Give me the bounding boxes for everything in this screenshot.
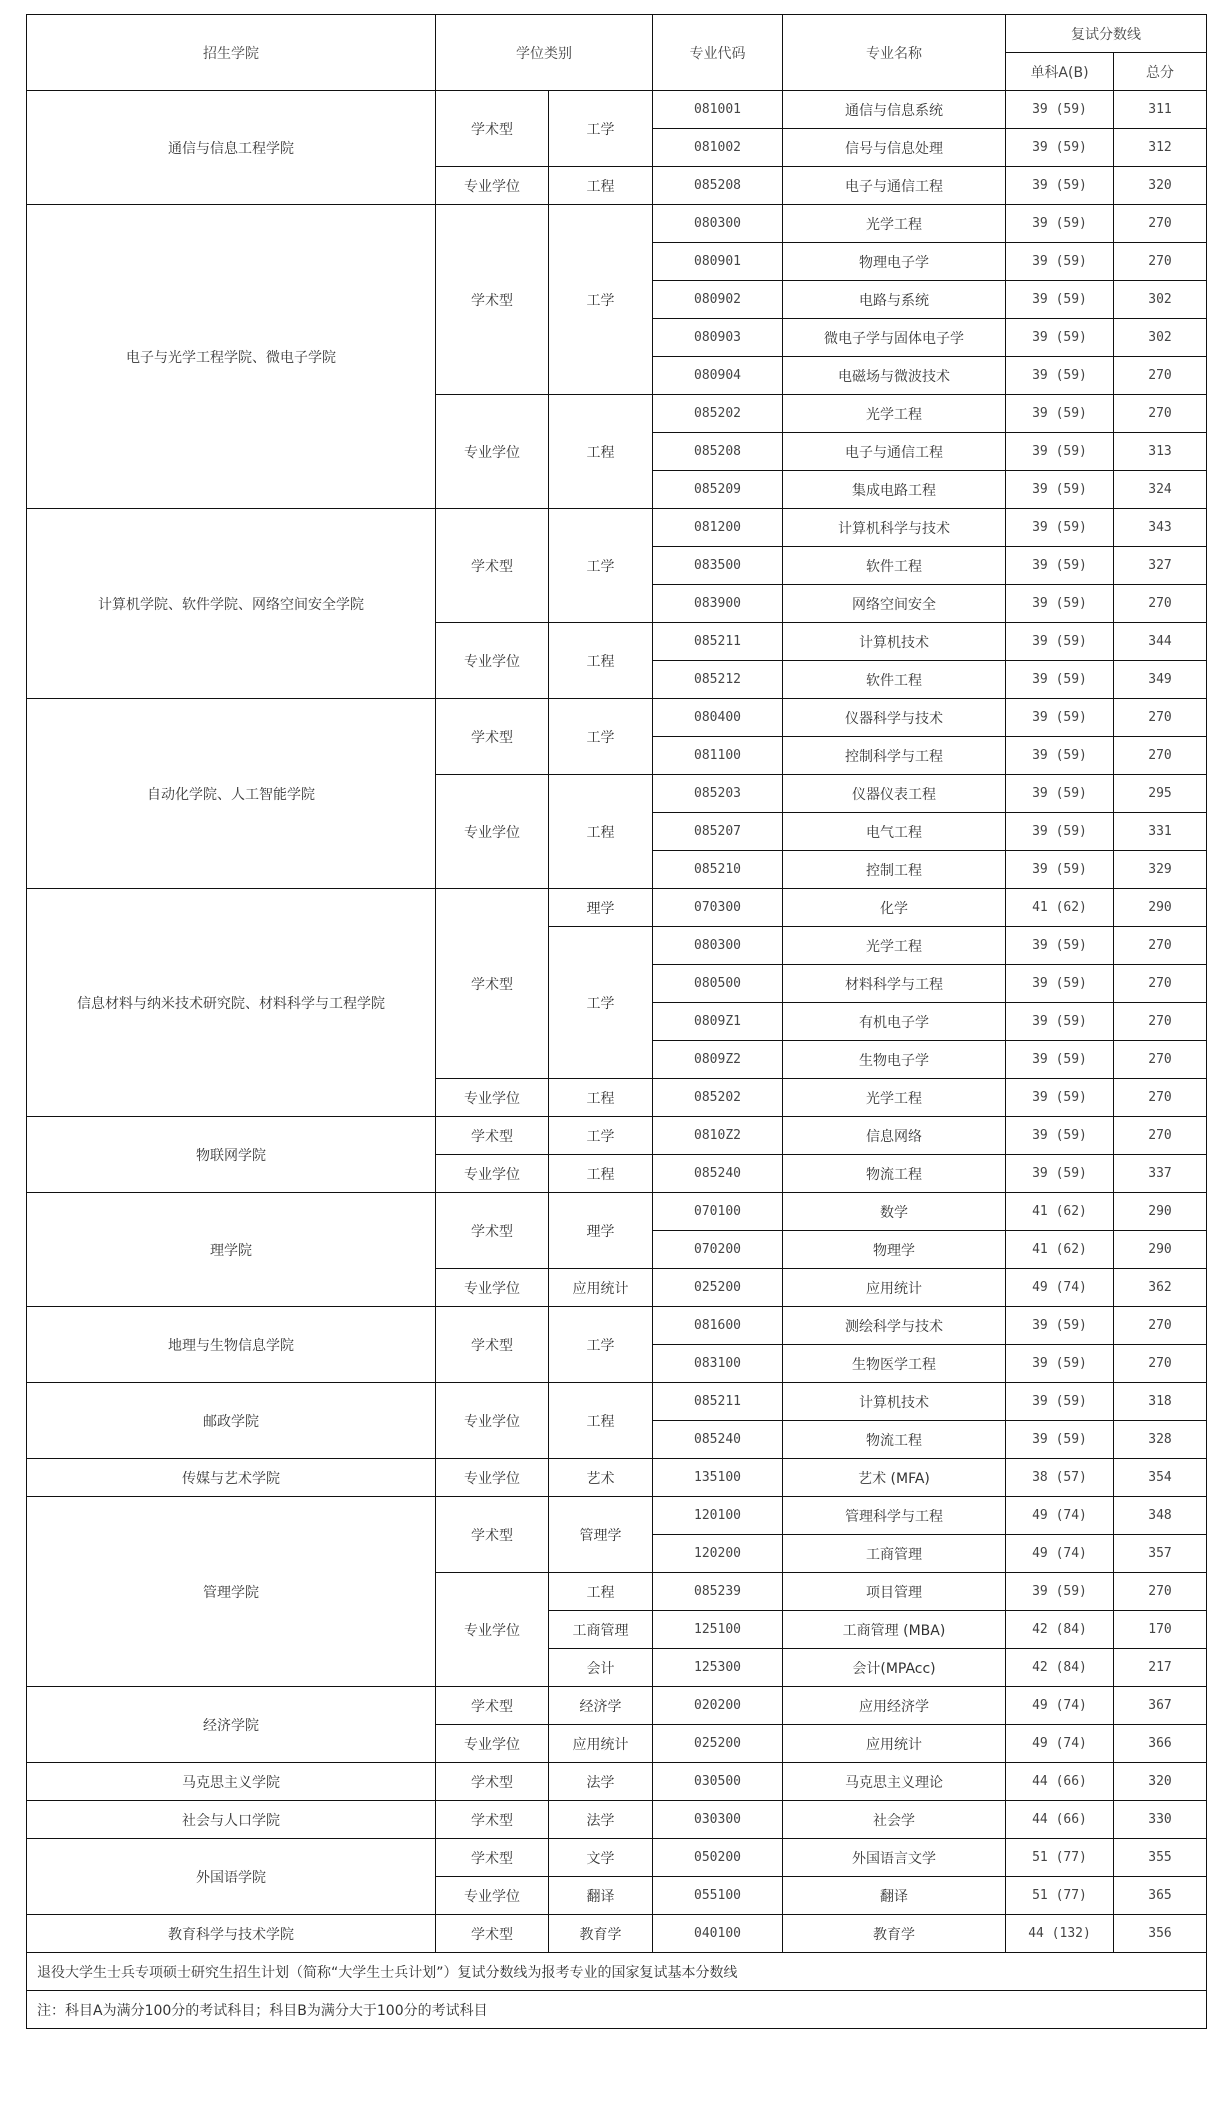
- major-code: 085239: [653, 1573, 783, 1611]
- total-score: 270: [1114, 737, 1207, 775]
- single-subject-score: 41 (62): [1006, 1231, 1114, 1269]
- major-code: 135100: [653, 1459, 783, 1497]
- major-code: 085208: [653, 167, 783, 205]
- single-subject-score: 39 (59): [1006, 661, 1114, 699]
- single-subject-score: 39 (59): [1006, 1041, 1114, 1079]
- total-score: 270: [1114, 699, 1207, 737]
- major-code: 040100: [653, 1915, 783, 1953]
- total-score: 330: [1114, 1801, 1207, 1839]
- table-row: [27, 889, 1207, 927]
- major-code: 070200: [653, 1231, 783, 1269]
- degree-type: 学术型: [436, 205, 549, 395]
- total-score: 337: [1114, 1155, 1207, 1193]
- discipline: 工学: [549, 91, 653, 167]
- single-subject-score: 39 (59): [1006, 1383, 1114, 1421]
- single-subject-score: 49 (74): [1006, 1687, 1114, 1725]
- note-text: 退役大学生士兵专项硕士研究生招生计划（简称“大学生士兵计划”）复试分数线为报考专业的国家复试基本分数线: [27, 1953, 1207, 1991]
- total-score: 290: [1114, 1231, 1207, 1269]
- major-code: 080300: [653, 927, 783, 965]
- major-name: 测绘科学与技术: [783, 1307, 1006, 1345]
- major-code: 085203: [653, 775, 783, 813]
- major-code: 085211: [653, 1383, 783, 1421]
- major-code: 085209: [653, 471, 783, 509]
- single-subject-score: 39 (59): [1006, 1573, 1114, 1611]
- degree-type: 专业学位: [436, 1155, 549, 1193]
- discipline: 应用统计: [549, 1269, 653, 1307]
- discipline: 理学: [549, 889, 653, 927]
- major-code: 025200: [653, 1725, 783, 1763]
- major-name: 信息网络: [783, 1117, 1006, 1155]
- total-score: 270: [1114, 1003, 1207, 1041]
- total-score: 270: [1114, 1117, 1207, 1155]
- single-subject-score: 39 (59): [1006, 281, 1114, 319]
- major-code: 085210: [653, 851, 783, 889]
- major-name: 生物电子学: [783, 1041, 1006, 1079]
- total-score: 354: [1114, 1459, 1207, 1497]
- table-row: [27, 509, 1207, 547]
- single-subject-score: 39 (59): [1006, 1421, 1114, 1459]
- major-name: 计算机技术: [783, 1383, 1006, 1421]
- single-subject-score: 39 (59): [1006, 509, 1114, 547]
- degree-type: 专业学位: [436, 775, 549, 889]
- total-score: 302: [1114, 319, 1207, 357]
- single-subject-score: 39 (59): [1006, 1345, 1114, 1383]
- degree-type: 专业学位: [436, 623, 549, 699]
- total-score: 270: [1114, 357, 1207, 395]
- major-code: 085211: [653, 623, 783, 661]
- major-name: 电子与通信工程: [783, 167, 1006, 205]
- college-name: 信息材料与纳米技术研究院、材料科学与工程学院: [27, 889, 436, 1117]
- major-code: 120100: [653, 1497, 783, 1535]
- single-subject-score: 42 (84): [1006, 1611, 1114, 1649]
- degree-type: 专业学位: [436, 1877, 549, 1915]
- header-single-subject: 单科A(B): [1006, 53, 1114, 91]
- single-subject-score: 39 (59): [1006, 1079, 1114, 1117]
- degree-type: 学术型: [436, 1801, 549, 1839]
- college-name: 自动化学院、人工智能学院: [27, 699, 436, 889]
- major-code: 083100: [653, 1345, 783, 1383]
- note-row: [27, 1953, 1207, 1991]
- total-score: 349: [1114, 661, 1207, 699]
- total-score: 320: [1114, 1763, 1207, 1801]
- discipline: 管理学: [549, 1497, 653, 1573]
- major-name: 电子与通信工程: [783, 433, 1006, 471]
- table-row: [27, 1801, 1207, 1839]
- major-code: 030500: [653, 1763, 783, 1801]
- college-name: 传媒与艺术学院: [27, 1459, 436, 1497]
- total-score: 302: [1114, 281, 1207, 319]
- major-name: 工商管理: [783, 1535, 1006, 1573]
- total-score: 270: [1114, 1041, 1207, 1079]
- major-name: 应用统计: [783, 1269, 1006, 1307]
- discipline: 工商管理: [549, 1611, 653, 1649]
- college-name: 理学院: [27, 1193, 436, 1307]
- degree-type: 专业学位: [436, 1725, 549, 1763]
- major-code: 085202: [653, 1079, 783, 1117]
- note-text: 注：科目A为满分100分的考试科目；科目B为满分大于100分的考试科目: [27, 1991, 1207, 2029]
- major-name: 信号与信息处理: [783, 129, 1006, 167]
- major-code: 083500: [653, 547, 783, 585]
- major-name: 材料科学与工程: [783, 965, 1006, 1003]
- total-score: 367: [1114, 1687, 1207, 1725]
- single-subject-score: 39 (59): [1006, 927, 1114, 965]
- table-row: [27, 1383, 1207, 1421]
- single-subject-score: 39 (59): [1006, 623, 1114, 661]
- total-score: 366: [1114, 1725, 1207, 1763]
- degree-type: 学术型: [436, 1497, 549, 1573]
- score-line-table: [26, 14, 1207, 2029]
- total-score: 295: [1114, 775, 1207, 813]
- major-name: 计算机技术: [783, 623, 1006, 661]
- degree-type: 专业学位: [436, 1459, 549, 1497]
- discipline: 工程: [549, 167, 653, 205]
- single-subject-score: 39 (59): [1006, 585, 1114, 623]
- discipline: 艺术: [549, 1459, 653, 1497]
- single-subject-score: 39 (59): [1006, 965, 1114, 1003]
- major-name: 软件工程: [783, 661, 1006, 699]
- total-score: 328: [1114, 1421, 1207, 1459]
- table-body: [27, 91, 1207, 2029]
- table-row: [27, 91, 1207, 129]
- degree-type: 学术型: [436, 1117, 549, 1155]
- major-name: 电气工程: [783, 813, 1006, 851]
- major-code: 085202: [653, 395, 783, 433]
- table-row: [27, 1915, 1207, 1953]
- table-row: [27, 1839, 1207, 1877]
- single-subject-score: 39 (59): [1006, 699, 1114, 737]
- header-major-name: 专业名称: [783, 15, 1006, 91]
- single-subject-score: 44 (66): [1006, 1763, 1114, 1801]
- total-score: 170: [1114, 1611, 1207, 1649]
- total-score: 313: [1114, 433, 1207, 471]
- total-score: 270: [1114, 1573, 1207, 1611]
- total-score: 365: [1114, 1877, 1207, 1915]
- major-code: 081600: [653, 1307, 783, 1345]
- discipline: 工程: [549, 1079, 653, 1117]
- total-score: 344: [1114, 623, 1207, 661]
- single-subject-score: 51 (77): [1006, 1877, 1114, 1915]
- major-code: 125100: [653, 1611, 783, 1649]
- total-score: 312: [1114, 129, 1207, 167]
- major-code: 085240: [653, 1155, 783, 1193]
- degree-type: 学术型: [436, 1763, 549, 1801]
- discipline: 工程: [549, 1383, 653, 1459]
- major-name: 有机电子学: [783, 1003, 1006, 1041]
- total-score: 324: [1114, 471, 1207, 509]
- major-name: 控制工程: [783, 851, 1006, 889]
- degree-type: 学术型: [436, 91, 549, 167]
- table-row: [27, 1459, 1207, 1497]
- major-name: 光学工程: [783, 927, 1006, 965]
- table-row: [27, 1193, 1207, 1231]
- major-code: 085212: [653, 661, 783, 699]
- college-name: 通信与信息工程学院: [27, 91, 436, 205]
- total-score: 355: [1114, 1839, 1207, 1877]
- college-name: 物联网学院: [27, 1117, 436, 1193]
- major-name: 光学工程: [783, 1079, 1006, 1117]
- total-score: 318: [1114, 1383, 1207, 1421]
- single-subject-score: 39 (59): [1006, 1307, 1114, 1345]
- discipline: 工程: [549, 1573, 653, 1611]
- single-subject-score: 39 (59): [1006, 813, 1114, 851]
- total-score: 270: [1114, 585, 1207, 623]
- header-major-code: 专业代码: [653, 15, 783, 91]
- degree-type: 学术型: [436, 1307, 549, 1383]
- major-name: 马克思主义理论: [783, 1763, 1006, 1801]
- discipline: 工学: [549, 509, 653, 623]
- major-name: 计算机科学与技术: [783, 509, 1006, 547]
- header-total: 总分: [1114, 53, 1207, 91]
- table-row: [27, 1117, 1207, 1155]
- major-code: 080300: [653, 205, 783, 243]
- degree-type: 专业学位: [436, 395, 549, 509]
- table-row: [27, 1687, 1207, 1725]
- single-subject-score: 39 (59): [1006, 775, 1114, 813]
- discipline: 应用统计: [549, 1725, 653, 1763]
- major-code: 055100: [653, 1877, 783, 1915]
- table-row: [27, 699, 1207, 737]
- total-score: 270: [1114, 1307, 1207, 1345]
- single-subject-score: 49 (74): [1006, 1725, 1114, 1763]
- total-score: 329: [1114, 851, 1207, 889]
- discipline: 经济学: [549, 1687, 653, 1725]
- degree-type: 专业学位: [436, 1573, 549, 1687]
- total-score: 270: [1114, 205, 1207, 243]
- header-score-line: 复试分数线: [1006, 15, 1207, 53]
- major-code: 020200: [653, 1687, 783, 1725]
- major-code: 070300: [653, 889, 783, 927]
- major-name: 电路与系统: [783, 281, 1006, 319]
- college-name: 电子与光学工程学院、微电子学院: [27, 205, 436, 509]
- single-subject-score: 39 (59): [1006, 737, 1114, 775]
- major-name: 软件工程: [783, 547, 1006, 585]
- major-name: 工商管理 (MBA): [783, 1611, 1006, 1649]
- table-row: [27, 1307, 1207, 1345]
- major-code: 070100: [653, 1193, 783, 1231]
- college-name: 计算机学院、软件学院、网络空间安全学院: [27, 509, 436, 699]
- total-score: 320: [1114, 167, 1207, 205]
- major-code: 080902: [653, 281, 783, 319]
- major-name: 集成电路工程: [783, 471, 1006, 509]
- college-name: 邮政学院: [27, 1383, 436, 1459]
- college-name: 社会与人口学院: [27, 1801, 436, 1839]
- major-name: 物理电子学: [783, 243, 1006, 281]
- major-name: 化学: [783, 889, 1006, 927]
- discipline: 工学: [549, 927, 653, 1079]
- discipline: 工学: [549, 1117, 653, 1155]
- major-name: 外国语言文学: [783, 1839, 1006, 1877]
- single-subject-score: 39 (59): [1006, 357, 1114, 395]
- major-name: 数学: [783, 1193, 1006, 1231]
- single-subject-score: 51 (77): [1006, 1839, 1114, 1877]
- discipline: 法学: [549, 1801, 653, 1839]
- major-code: 080904: [653, 357, 783, 395]
- degree-type: 学术型: [436, 889, 549, 1079]
- major-name: 生物医学工程: [783, 1345, 1006, 1383]
- discipline: 文学: [549, 1839, 653, 1877]
- major-name: 会计(MPAcc): [783, 1649, 1006, 1687]
- discipline: 翻译: [549, 1877, 653, 1915]
- total-score: 270: [1114, 1345, 1207, 1383]
- major-name: 应用统计: [783, 1725, 1006, 1763]
- degree-type: 专业学位: [436, 1383, 549, 1459]
- total-score: 217: [1114, 1649, 1207, 1687]
- single-subject-score: 39 (59): [1006, 1155, 1114, 1193]
- total-score: 348: [1114, 1497, 1207, 1535]
- total-score: 327: [1114, 547, 1207, 585]
- total-score: 362: [1114, 1269, 1207, 1307]
- total-score: 343: [1114, 509, 1207, 547]
- major-code: 125300: [653, 1649, 783, 1687]
- table-row: [27, 205, 1207, 243]
- major-code: 080903: [653, 319, 783, 357]
- single-subject-score: 39 (59): [1006, 547, 1114, 585]
- discipline: 理学: [549, 1193, 653, 1269]
- degree-type: 专业学位: [436, 1269, 549, 1307]
- college-name: 马克思主义学院: [27, 1763, 436, 1801]
- single-subject-score: 39 (59): [1006, 395, 1114, 433]
- total-score: 270: [1114, 965, 1207, 1003]
- college-name: 地理与生物信息学院: [27, 1307, 436, 1383]
- major-code: 030300: [653, 1801, 783, 1839]
- discipline: 工学: [549, 699, 653, 775]
- major-code: 083900: [653, 585, 783, 623]
- single-subject-score: 49 (74): [1006, 1269, 1114, 1307]
- discipline: 工学: [549, 205, 653, 395]
- single-subject-score: 41 (62): [1006, 889, 1114, 927]
- major-name: 仪器仪表工程: [783, 775, 1006, 813]
- major-name: 物流工程: [783, 1155, 1006, 1193]
- discipline: 法学: [549, 1763, 653, 1801]
- discipline: 工程: [549, 1155, 653, 1193]
- table-row: [27, 1763, 1207, 1801]
- total-score: 270: [1114, 243, 1207, 281]
- major-name: 管理科学与工程: [783, 1497, 1006, 1535]
- total-score: 290: [1114, 889, 1207, 927]
- total-score: 311: [1114, 91, 1207, 129]
- college-name: 教育科学与技术学院: [27, 1915, 436, 1953]
- total-score: 270: [1114, 1079, 1207, 1117]
- major-code: 085208: [653, 433, 783, 471]
- header-degree-type: 学位类别: [436, 15, 653, 91]
- degree-type: 学术型: [436, 1839, 549, 1877]
- major-name: 电磁场与微波技术: [783, 357, 1006, 395]
- degree-type: 专业学位: [436, 1079, 549, 1117]
- degree-type: 专业学位: [436, 167, 549, 205]
- major-code: 081002: [653, 129, 783, 167]
- single-subject-score: 39 (59): [1006, 433, 1114, 471]
- total-score: 357: [1114, 1535, 1207, 1573]
- discipline: 工学: [549, 1307, 653, 1383]
- total-score: 331: [1114, 813, 1207, 851]
- degree-type: 学术型: [436, 1687, 549, 1725]
- major-code: 085207: [653, 813, 783, 851]
- header-college: 招生学院: [27, 15, 436, 91]
- major-name: 控制科学与工程: [783, 737, 1006, 775]
- major-name: 社会学: [783, 1801, 1006, 1839]
- major-name: 物流工程: [783, 1421, 1006, 1459]
- major-code: 120200: [653, 1535, 783, 1573]
- major-name: 光学工程: [783, 205, 1006, 243]
- single-subject-score: 38 (57): [1006, 1459, 1114, 1497]
- college-name: 经济学院: [27, 1687, 436, 1763]
- single-subject-score: 39 (59): [1006, 167, 1114, 205]
- major-name: 光学工程: [783, 395, 1006, 433]
- major-name: 教育学: [783, 1915, 1006, 1953]
- single-subject-score: 39 (59): [1006, 1117, 1114, 1155]
- major-name: 项目管理: [783, 1573, 1006, 1611]
- single-subject-score: 39 (59): [1006, 129, 1114, 167]
- total-score: 270: [1114, 927, 1207, 965]
- major-code: 0809Z1: [653, 1003, 783, 1041]
- single-subject-score: 39 (59): [1006, 1003, 1114, 1041]
- single-subject-score: 39 (59): [1006, 471, 1114, 509]
- note-row: [27, 1991, 1207, 2029]
- major-code: 080901: [653, 243, 783, 281]
- major-name: 应用经济学: [783, 1687, 1006, 1725]
- single-subject-score: 41 (62): [1006, 1193, 1114, 1231]
- discipline: 工程: [549, 775, 653, 889]
- single-subject-score: 39 (59): [1006, 243, 1114, 281]
- single-subject-score: 49 (74): [1006, 1535, 1114, 1573]
- major-code: 0810Z2: [653, 1117, 783, 1155]
- major-code: 081100: [653, 737, 783, 775]
- table-row: [27, 1497, 1207, 1535]
- total-score: 270: [1114, 395, 1207, 433]
- major-code: 080400: [653, 699, 783, 737]
- major-code: 081200: [653, 509, 783, 547]
- major-name: 微电子学与固体电子学: [783, 319, 1006, 357]
- single-subject-score: 39 (59): [1006, 851, 1114, 889]
- discipline: 会计: [549, 1649, 653, 1687]
- major-code: 081001: [653, 91, 783, 129]
- degree-type: 学术型: [436, 509, 549, 623]
- single-subject-score: 44 (132): [1006, 1915, 1114, 1953]
- major-name: 网络空间安全: [783, 585, 1006, 623]
- discipline: 工程: [549, 623, 653, 699]
- discipline: 教育学: [549, 1915, 653, 1953]
- degree-type: 学术型: [436, 1915, 549, 1953]
- major-name: 翻译: [783, 1877, 1006, 1915]
- major-name: 艺术 (MFA): [783, 1459, 1006, 1497]
- single-subject-score: 49 (74): [1006, 1497, 1114, 1535]
- degree-type: 学术型: [436, 699, 549, 775]
- major-code: 0809Z2: [653, 1041, 783, 1079]
- single-subject-score: 39 (59): [1006, 91, 1114, 129]
- discipline: 工程: [549, 395, 653, 509]
- single-subject-score: 39 (59): [1006, 205, 1114, 243]
- major-name: 物理学: [783, 1231, 1006, 1269]
- major-code: 080500: [653, 965, 783, 1003]
- major-name: 通信与信息系统: [783, 91, 1006, 129]
- college-name: 外国语学院: [27, 1839, 436, 1915]
- major-code: 050200: [653, 1839, 783, 1877]
- degree-type: 学术型: [436, 1193, 549, 1269]
- total-score: 290: [1114, 1193, 1207, 1231]
- major-code: 025200: [653, 1269, 783, 1307]
- single-subject-score: 44 (66): [1006, 1801, 1114, 1839]
- single-subject-score: 42 (84): [1006, 1649, 1114, 1687]
- college-name: 管理学院: [27, 1497, 436, 1687]
- major-code: 085240: [653, 1421, 783, 1459]
- total-score: 356: [1114, 1915, 1207, 1953]
- major-name: 仪器科学与技术: [783, 699, 1006, 737]
- single-subject-score: 39 (59): [1006, 319, 1114, 357]
